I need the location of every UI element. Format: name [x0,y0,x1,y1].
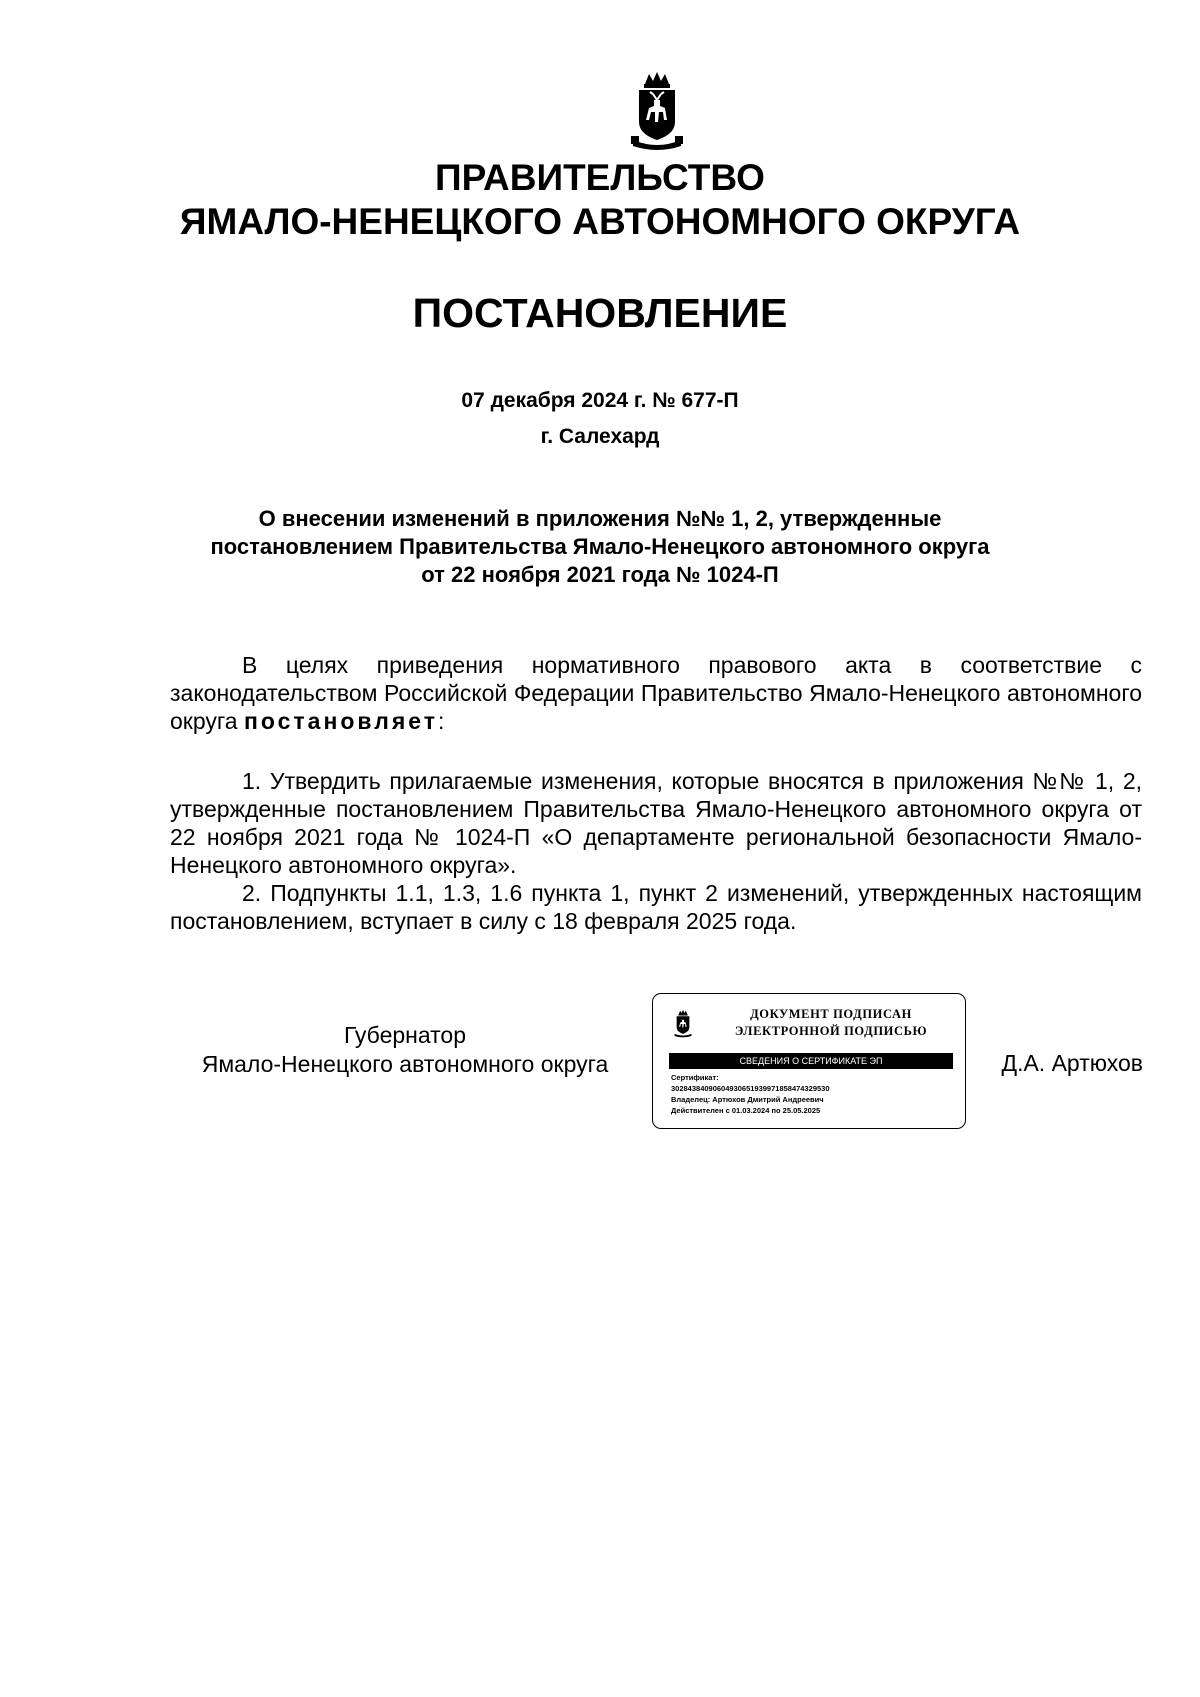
preamble [170,651,1142,735]
certificate-validity: Действителен с 01.03.2024 по 25.05.2025 [671,1106,821,1115]
government-title [0,156,1200,244]
subject-line2: постановлением Правительства Ямало-Ненецкого автономного округа [210,534,990,559]
certificate-info-bar: СВЕДЕНИЯ О СЕРТИФИКАТЕ ЭП [669,1053,953,1069]
electronic-signature-stamp [652,993,966,1129]
signatory-position-line2: Ямало-Ненецкого автономного округа [201,1051,609,1077]
resolution-keyword: постановляет [243,708,438,734]
resolution-item-2: 2. Подпункты 1.1, 1.3, 1.6 пункта 1, пункт 2 изменений, утвержденных настоящим постановлением, вступает в силу с 18 февраля 2025 года. [170,880,1142,934]
signatory-name: Д.А. Артюхов [1001,1050,1143,1076]
document-type: ПОСТАНОВЛЕНИЕ [412,290,788,336]
resolution-items [170,767,1142,935]
signatory-position-line1: Губернатор [343,1022,467,1048]
preamble-text: В целях приведения нормативного правового акта в соответствие с законодательством Российской Федерации Правительство Ямало-Ненецкого автономного округа [170,652,1142,734]
certificate-details [671,1072,957,1116]
stamp-title-line1: ДОКУМЕНТ ПОДПИСАН [750,1007,912,1021]
yamal-coat-of-arms-icon [623,70,691,154]
stamp-title-line2: ЭЛЕКТРОННОЙ ПОДПИСЬЮ [734,1024,928,1038]
subject-line1: О внесении изменений в приложения №№ 1, 2, утвержденные [258,506,942,531]
preamble-paragraph [170,651,1142,735]
certificate-owner: Владелец: Артюхов Дмитрий Андреевич [671,1095,824,1104]
subject-line3: от 22 ноября 2021 года № 1024-П [421,562,779,587]
government-title-line2: ЯМАЛО-НЕНЕЦКОГО АВТОНОМНОГО ОКРУГА [179,201,1021,242]
government-title-line1: ПРАВИТЕЛЬСТВО [435,157,765,198]
document-city: г. Салехард [540,425,660,448]
certificate-number: 30284384090604930651939971858474329530 [671,1084,830,1093]
signatory-position [170,1021,640,1079]
document-subject [150,505,1050,589]
yamal-coat-of-arms-icon [671,1008,695,1040]
resolution-item-1: 1. Утвердить прилагаемые изменения, которые вносятся в приложения №№ 1, 2, утвержденные постановлением Правительства Ямало-Ненецкого автономного округа от 22 ноября 2021 года № 1024-П «О департаменте региональной безопасности Ямало-Ненецкого автономного округа». [170,768,1142,878]
preamble-end: : [438,708,445,734]
stamp-title [711,1006,951,1040]
certificate-label: Сертификат: [671,1073,719,1082]
document-date-number: 07 декабря 2024 г. № 677-П [461,389,739,412]
